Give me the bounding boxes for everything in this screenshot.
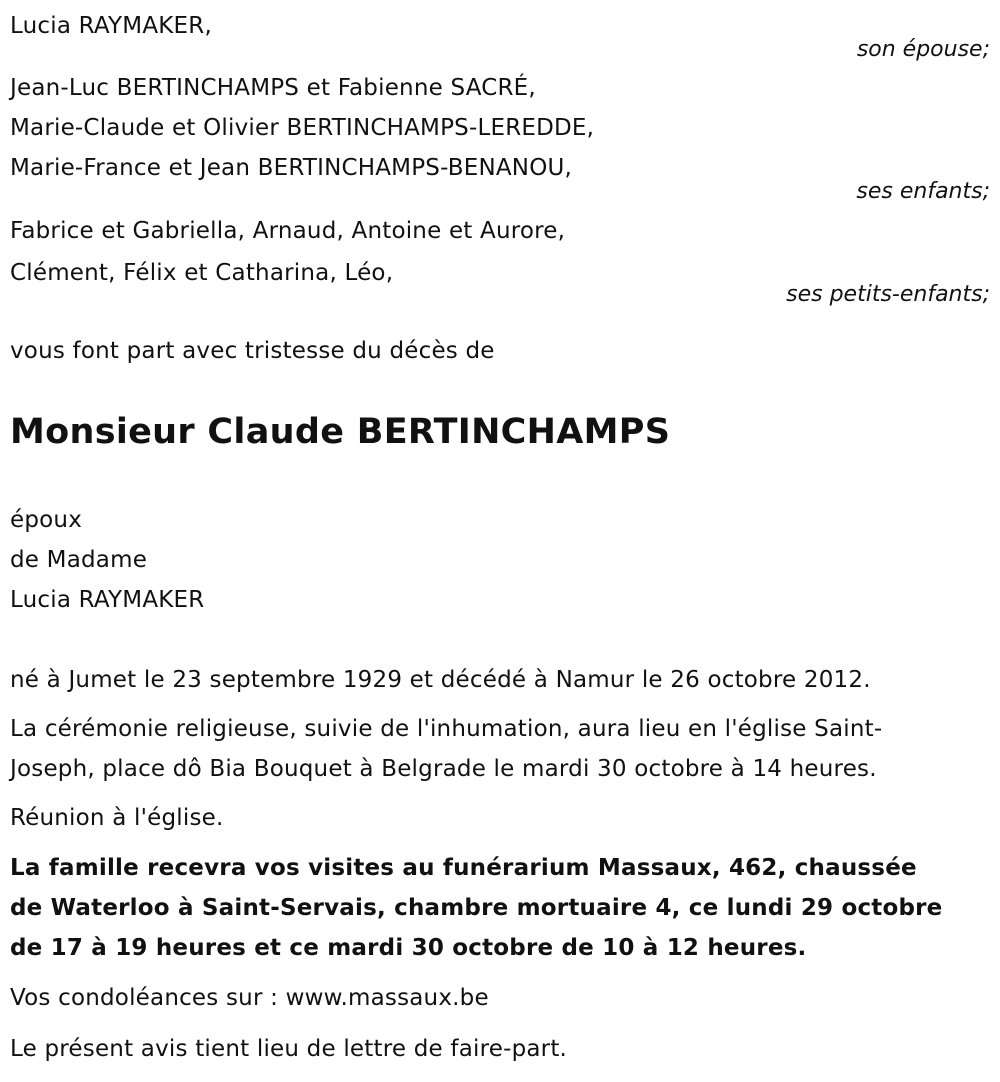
spouse-of-line: époux bbox=[10, 507, 83, 533]
notice-text: Le présent avis tient lieu de lettre de faire-part. bbox=[10, 1036, 568, 1062]
birth-death-text: né à Jumet le 23 septembre 1929 et décédé à Namur le 26 octobre 2012. bbox=[10, 667, 871, 693]
child-line: Jean-Luc BERTINCHAMPS et Fabienne SACRÉ, bbox=[10, 75, 536, 101]
spouse-of-line: de Madame bbox=[10, 547, 148, 573]
child-line: Marie-Claude et Olivier BERTINCHAMPS-LEREDDE, bbox=[10, 115, 595, 141]
spouse-name: Lucia RAYMAKER, bbox=[10, 13, 212, 39]
grandchild-line: Clément, Félix et Catharina, Léo, bbox=[10, 260, 394, 286]
child-line: Marie-France et Jean BERTINCHAMPS-BENANOU, bbox=[10, 155, 573, 181]
grandchild-line: Fabrice et Gabriella, Arnaud, Antoine et Aurore, bbox=[10, 218, 566, 244]
condolences-text: Vos condoléances sur : www.massaux.be bbox=[10, 985, 489, 1011]
grandchildren-relation: ses petits-enfants; bbox=[786, 282, 990, 307]
spouse-of-line: Lucia RAYMAKER bbox=[10, 587, 205, 613]
visits-line: de 17 à 19 heures et ce mardi 30 octobre de 10 à 12 heures. bbox=[10, 935, 807, 961]
children-relation: ses enfants; bbox=[856, 179, 990, 204]
announcement-text: vous font part avec tristesse du décès de bbox=[10, 338, 495, 364]
ceremony-line: Joseph, place dô Bia Bouquet à Belgrade le mardi 30 octobre à 14 heures. bbox=[10, 756, 877, 782]
visits-line: La famille recevra vos visites au funérarium Massaux, 462, chaussée bbox=[10, 855, 917, 881]
spouse-relation: son épouse; bbox=[856, 37, 990, 62]
visits-line: de Waterloo à Saint-Servais, chambre mortuaire 4, ce lundi 29 octobre bbox=[10, 895, 943, 921]
deceased-name: Monsieur Claude BERTINCHAMPS bbox=[10, 412, 671, 452]
meeting-text: Réunion à l'église. bbox=[10, 805, 224, 831]
ceremony-line: La cérémonie religieuse, suivie de l'inhumation, aura lieu en l'église Saint- bbox=[10, 716, 883, 742]
